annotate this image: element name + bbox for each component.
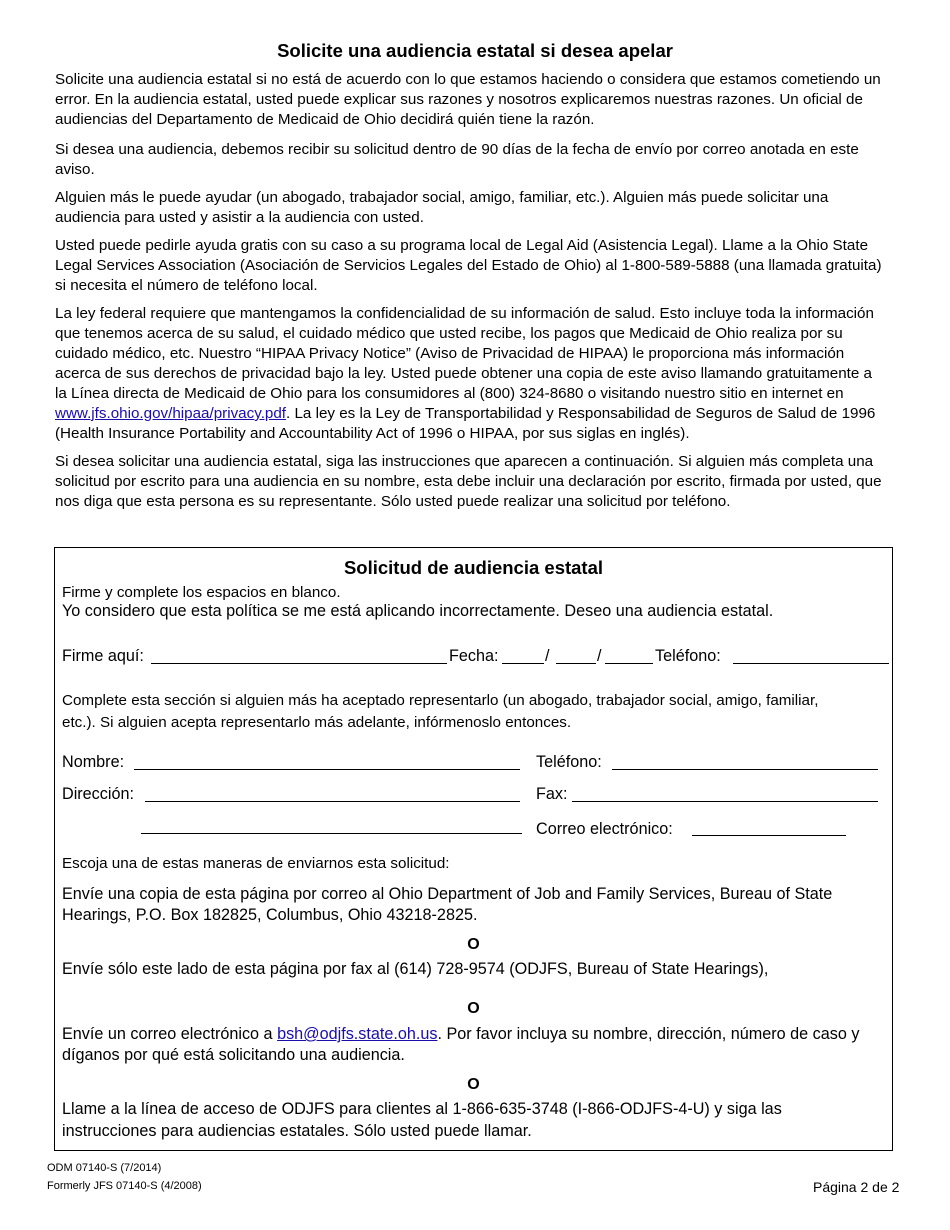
form-title: Solicitud de audiencia estatal xyxy=(343,557,604,578)
mail-option-line-1: Envíe una copia de esta página por correo al Ohio Department of Job and Family Services, Bureau of State xyxy=(62,885,833,903)
intro-paragraph-3: Alguien más le puede ayudar (un abogado, trabajador social, amigo, familiar, etc.). Alguien más puede solicitar una audiencia para usted y asistir a la audiencia con usted. xyxy=(55,189,829,226)
privacy-link[interactable]: www.jfs.ohio.gov/hipaa/privacy.pdf xyxy=(55,405,287,422)
rep-email-field[interactable] xyxy=(692,835,846,836)
choose-method-label: Escoja una de estas maneras de enviarnos esta solicitud: xyxy=(62,855,450,872)
or-separator: O xyxy=(467,1000,480,1017)
intro-paragraph-5 xyxy=(55,304,885,444)
or-separator: O xyxy=(467,936,480,953)
phone-label: Teléfono: xyxy=(655,647,721,665)
date-month-field[interactable] xyxy=(502,663,544,664)
call-option-line-1: Llame a la línea de acceso de ODJFS para clientes al 1-866-635-3748 (I-866-ODJFS-4-U) y siga las xyxy=(62,1100,782,1118)
signature-field[interactable] xyxy=(151,663,447,664)
rep-address-line-2-field[interactable] xyxy=(141,833,522,834)
form-id: ODM 07140-S (7/2014) xyxy=(47,1162,162,1174)
rep-fax-label: Fax: xyxy=(536,785,568,803)
date-year-field[interactable] xyxy=(605,663,653,664)
intro-paragraph-6: Si desea solicitar una audiencia estatal, siga las instrucciones que aparecen a continuación. Si alguien más completa una solicitud por escrito para una audiencia en su nombre, esta debe incluir una declaración por escrito, firmada por usted, que nos diga que esta persona es su representante. Sólo usted puede realizar una solicitud por teléfono. xyxy=(55,453,882,510)
rep-note-line-2: etc.). Si alguien acepta representarlo más adelante, infórmenoslo entonces. xyxy=(62,714,572,731)
page-number: Página 2 de 2 xyxy=(813,1179,900,1195)
privacy-text: La ley federal requiere que mantengamos la confidencialidad de su información de salud. Esto incluye toda la información que tenemos acerca de su salud, el cuidado médico que usted recibe, los pagos que Medicaid de Ohio realiza por su cuidado médico, etc. Nuestro “HIPAA Privacy Notice” (Aviso de Privacidad de HIPAA) le proporciona más información acerca de sus derechos de privacidad bajo la ley. Usted puede obtener una copia de este aviso llamando gratuitamente a la Línea directa de Medicaid de Ohio para los consumidores al (800) 324-8680 o visitando nuestro sitio en internet en xyxy=(55,305,874,402)
intro-paragraph-1: Solicite una audiencia estatal si no está de acuerdo con lo que estamos haciendo o considera que estamos cometiendo un error. En la audiencia estatal, usted puede explicar sus razones y nosotros explicaremos nuestras razones. Un oficial de audiencias del Departamento de Medicaid de Ohio decidirá quién tiene la razón. xyxy=(55,71,881,128)
rep-fax-field[interactable] xyxy=(572,801,878,802)
rep-name-field[interactable] xyxy=(134,769,520,770)
form-instruction: Firme y complete los espacios en blanco. xyxy=(62,584,341,601)
phone-field[interactable] xyxy=(733,663,889,664)
date-day-field[interactable] xyxy=(556,663,596,664)
rep-email-label: Correo electrónico: xyxy=(536,820,673,838)
sign-label: Firme aquí: xyxy=(62,647,144,665)
call-option-line-2: instrucciones para audiencias estatales. Sólo usted puede llamar. xyxy=(62,1122,532,1140)
form-statement: Yo considero que esta política se me está aplicando incorrectamente. Deseo una audiencia estatal. xyxy=(62,602,774,620)
date-separator: / xyxy=(545,647,550,665)
email-option-text-end: . Por favor incluya su nombre, dirección, número de caso y xyxy=(437,1025,860,1043)
rep-address-label: Dirección: xyxy=(62,785,134,803)
intro-paragraph-4: Usted puede pedirle ayuda gratis con su caso a su programa local de Legal Aid (Asistencia Legal). Llame a la Ohio State Legal Services Association (Asociación de Servicios Legales del Estado de Ohio) al 1-800-589-5888 (una llamada gratuita) si necesita el número de teléfono local. xyxy=(55,237,882,294)
rep-address-field[interactable] xyxy=(145,801,520,802)
email-link[interactable]: bsh@odjfs.state.oh.us xyxy=(277,1025,438,1043)
email-option-line-1 xyxy=(62,1024,859,1044)
intro-paragraph-2: Si desea una audiencia, debemos recibir su solicitud dentro de 90 días de la fecha de envío por correo anotada en este aviso. xyxy=(55,141,859,178)
date-label: Fecha: xyxy=(449,647,499,665)
page-title: Solicite una audiencia estatal si desea apelar xyxy=(277,40,673,61)
rep-note-line-1: Complete esta sección si alguien más ha aceptado representarlo (un abogado, trabajador social, amigo, familiar, xyxy=(62,692,819,709)
rep-phone-field[interactable] xyxy=(612,769,878,770)
email-option-line-2: díganos por qué está solicitando una audiencia. xyxy=(62,1046,405,1064)
fax-option: Envíe sólo este lado de esta página por fax al (614) 728-9574 (ODJFS, Bureau of State Hearings), xyxy=(62,960,769,978)
privacy-text-end: . La ley es la Ley de Transportabilidad y Responsabilidad de Seguros de Salud de 1996 (Health Insurance Portability and Accountability Act of 1996 o HIPAA, por sus siglas en inglés). xyxy=(55,405,876,442)
intro-section xyxy=(55,70,885,512)
rep-name-label: Nombre: xyxy=(62,753,125,771)
mail-option-line-2: Hearings, P.O. Box 182825, Columbus, Ohio 43218-2825. xyxy=(62,906,478,924)
email-option-text: Envíe un correo electrónico a xyxy=(62,1025,278,1043)
or-separator: O xyxy=(467,1076,480,1093)
former-form-id: Formerly JFS 07140-S (4/2008) xyxy=(47,1180,202,1192)
rep-phone-label: Teléfono: xyxy=(536,753,602,771)
date-separator: / xyxy=(597,647,602,665)
